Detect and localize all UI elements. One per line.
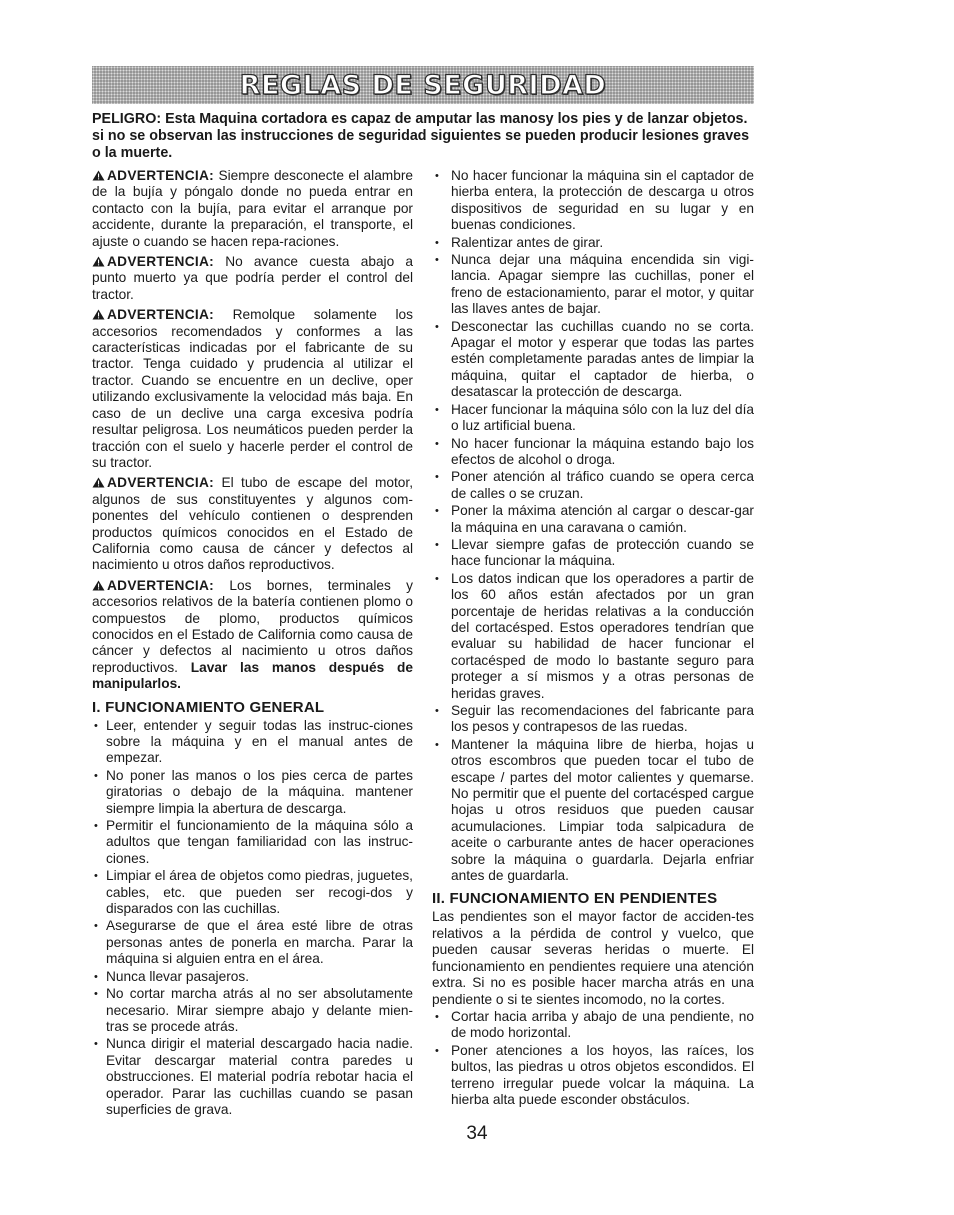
slopes-list	[432, 1009, 754, 1108]
right-column	[432, 168, 754, 1109]
warning-triangle-icon	[92, 170, 105, 181]
list-item: • Desconectar las cuchillas cuando no se corta. Apagar el motor y esperar que todas las partes estén completamente paradas antes de limpiar la máquina, quitar el captador de hierba, o desatascar la protección de descarga.	[432, 319, 754, 401]
list-item: • Leer, entender y seguir todas las instruc-ciones sobre la máquina y en el manual antes de empezar.	[92, 718, 413, 767]
general-list-continued	[432, 168, 754, 884]
list-item: • Ralentizar antes de girar.	[432, 235, 754, 251]
list-item: • Seguir las recomendaciones del fabricante para los pesos y contrapesos de las ruedas.	[432, 703, 754, 736]
warning-paragraph	[92, 307, 413, 471]
list-item: • Nunca dejar una máquina encendida sin vigi-lancia. Apagar siempre las cuchillas, poner el freno de estacionamiento, parar el motor, y quitar las llaves antes de bajar.	[432, 252, 754, 318]
warning-triangle-icon	[92, 256, 105, 267]
warning-text: Siempre desconecte el alambre de la bujía y póngalo donde no pueda entrar en contacto con la bujía, para evitar el arranque por accidente, durante la preparación, el transporte, el ajuste o cuando se hacen repa-raciones.	[92, 168, 413, 249]
list-item: • Poner atención al tráfico cuando se opera cerca de calles o se cruzan.	[432, 469, 754, 502]
list-item: • No cortar marcha atrás al no ser absolutamente necesario. Mirar siempre abajo y delante mien-tras se procede atrás.	[92, 986, 413, 1035]
list-item: • Limpiar el área de objetos como piedras, juguetes, cables, etc. que pueden ser recogi-dos y disparados con las cuchillas.	[92, 868, 413, 917]
warning-label: ADVERTENCIA:	[107, 475, 215, 491]
list-item: • Poner atenciones a los hoyos, las raíces, los bultos, las piedras u otros objetos escondidos. El terreno irregular puede volcar la máquina. La hierba alta puede esconder obstáculos.	[432, 1043, 754, 1109]
warning-label: ADVERTENCIA:	[107, 254, 215, 270]
list-item: • Los datos indican que los operadores a partir de los 60 años están afectados por un gran porcentaje de heridas relativas a la conducción del cortacésped. Estos operadores tendrían que evaluar su habilidad de hacer funcionar el cortacésped de modo lo bastante seguro para proteger a sí mismos y a otras personas de heridas graves.	[432, 571, 754, 702]
warning-triangle-icon	[92, 580, 105, 591]
left-column	[92, 168, 413, 1119]
warning-text: Remolque solamente los accesorios recomendados y conformes a las características indicadas por el fabricante de su tractor. Tenga cuidado y prudencia al utilizar el tractor. Cuando se encuentre en un declive, oper utilizando exclusivamente la velocidad más baja. En caso de un declive una carga excesiva podría resultar peligrosa. Los neumáticos pueden perder la tracción con el suelo y hacerle perder el control de su tractor.	[92, 307, 413, 470]
list-item: • Nunca llevar pasajeros.	[92, 969, 413, 985]
list-item: • Poner la máxima atención al cargar o descar-gar la máquina en una caravana o camión.	[432, 503, 754, 536]
general-list	[92, 718, 413, 1119]
warning-text: No avance cuesta abajo a punto muerto ya que podría perder el control del tractor.	[92, 254, 413, 302]
list-item: • No hacer funcionar la máquina sin el captador de hierba entera, la protección de descarga u otros dispositivos de seguridad en su lugar y en buenas condiciones.	[432, 168, 754, 234]
warning-paragraph	[92, 168, 413, 250]
danger-notice: PELIGRO: Esta Maquina cortadora es capaz de amputar las manosy los pies y de lanzar objetos. si no se observan las instrucciones de seguridad siguientes se pueden producir lesiones graves o la muerte.	[92, 111, 750, 161]
list-item: • Mantener la máquina libre de hierba, hojas u otros escombros que pueden tocar el tubo de escape / partes del motor calientes y quemarse. No permitir que el puente del cortacésped cargue hojas u otros residuos que pueden causar acumulaciones. Limpiar toda salpicadura de aceite o carburante antes de hacer operaciones sobre la máquina o guardarla. Dejarla enfriar antes de guardarla.	[432, 737, 754, 885]
warning-text: El tubo de escape del motor, algunos de sus constituyentes y algunos com-ponentes del vehículo contienen o desprenden productos químicos conocidos en el Estado de California como causa de cáncer y defectos al nacimiento u otros daños reproductivos.	[92, 475, 413, 573]
section-banner	[92, 66, 754, 104]
section-heading-slopes: II. FUNCIONAMIENTO EN PENDIENTES	[432, 890, 718, 908]
list-item: • Cortar hacia arriba y abajo de una pendiente, no de modo horizontal.	[432, 1009, 754, 1042]
warning-label: ADVERTENCIA:	[107, 577, 215, 593]
warning-triangle-icon	[92, 477, 105, 488]
page-number: 34	[466, 1123, 488, 1144]
warning-triangle-icon	[92, 309, 105, 320]
list-item: • Permitir el funcionamiento de la máquina sólo a adultos que tengan familiaridad con las instruc-ciones.	[92, 818, 413, 867]
list-item: • Asegurarse de que el área esté libre de otras personas antes de ponerla en marcha. Parar la máquina si alguien entra en el área.	[92, 918, 413, 967]
warning-label: ADVERTENCIA:	[107, 307, 215, 323]
section-heading-general: I. FUNCIONAMIENTO GENERAL	[92, 698, 325, 716]
list-item: • Hacer funcionar la máquina sólo con la luz del día o luz artificial buena.	[432, 402, 754, 435]
warning-paragraph	[92, 254, 413, 303]
warning-text: Los bornes, terminales y accesorios relativos de la batería contienen plomo o compuestos de plomo, productos químicos conocidos en el Estado de California como causa de cáncer y defectos al nacimiento u otros daños reproductivos.	[92, 577, 413, 675]
list-item: • No hacer funcionar la máquina estando bajo los efectos de alcohol o droga.	[432, 436, 754, 469]
warning-paragraph	[92, 475, 413, 573]
warning-paragraph	[92, 578, 413, 693]
warning-bold-tail: Lavar las manos después de manipularlos.	[92, 659, 413, 692]
list-item: • No poner las manos o los pies cerca de partes giratorias o debajo de la máquina. mantener siempre limpia la abertura de descarga.	[92, 768, 413, 817]
list-item: • Llevar siempre gafas de protección cuando se hace funcionar la máquina.	[432, 537, 754, 570]
slopes-intro: Las pendientes son el mayor factor de acciden-tes relativos a la pérdida de control y vuelco, que pueden causar severas heridas o muerte. El funcionamiento en pendientes requiere una atención extra. Si no es posible hacer marcha atrás en una pendiente o si te sientes incomodo, no la cortes.	[432, 909, 754, 1007]
warning-label: ADVERTENCIA:	[107, 168, 215, 183]
list-item: • Nunca dirigir el material descargado hacia nadie. Evitar descargar material contra paredes u obstrucciones. El material podría rebotar hacia el operador. Parar las cuchillas cuando se pasan superficies de grava.	[92, 1036, 413, 1118]
banner-title: REGLAS DE SEGURIDAD	[239, 69, 607, 101]
